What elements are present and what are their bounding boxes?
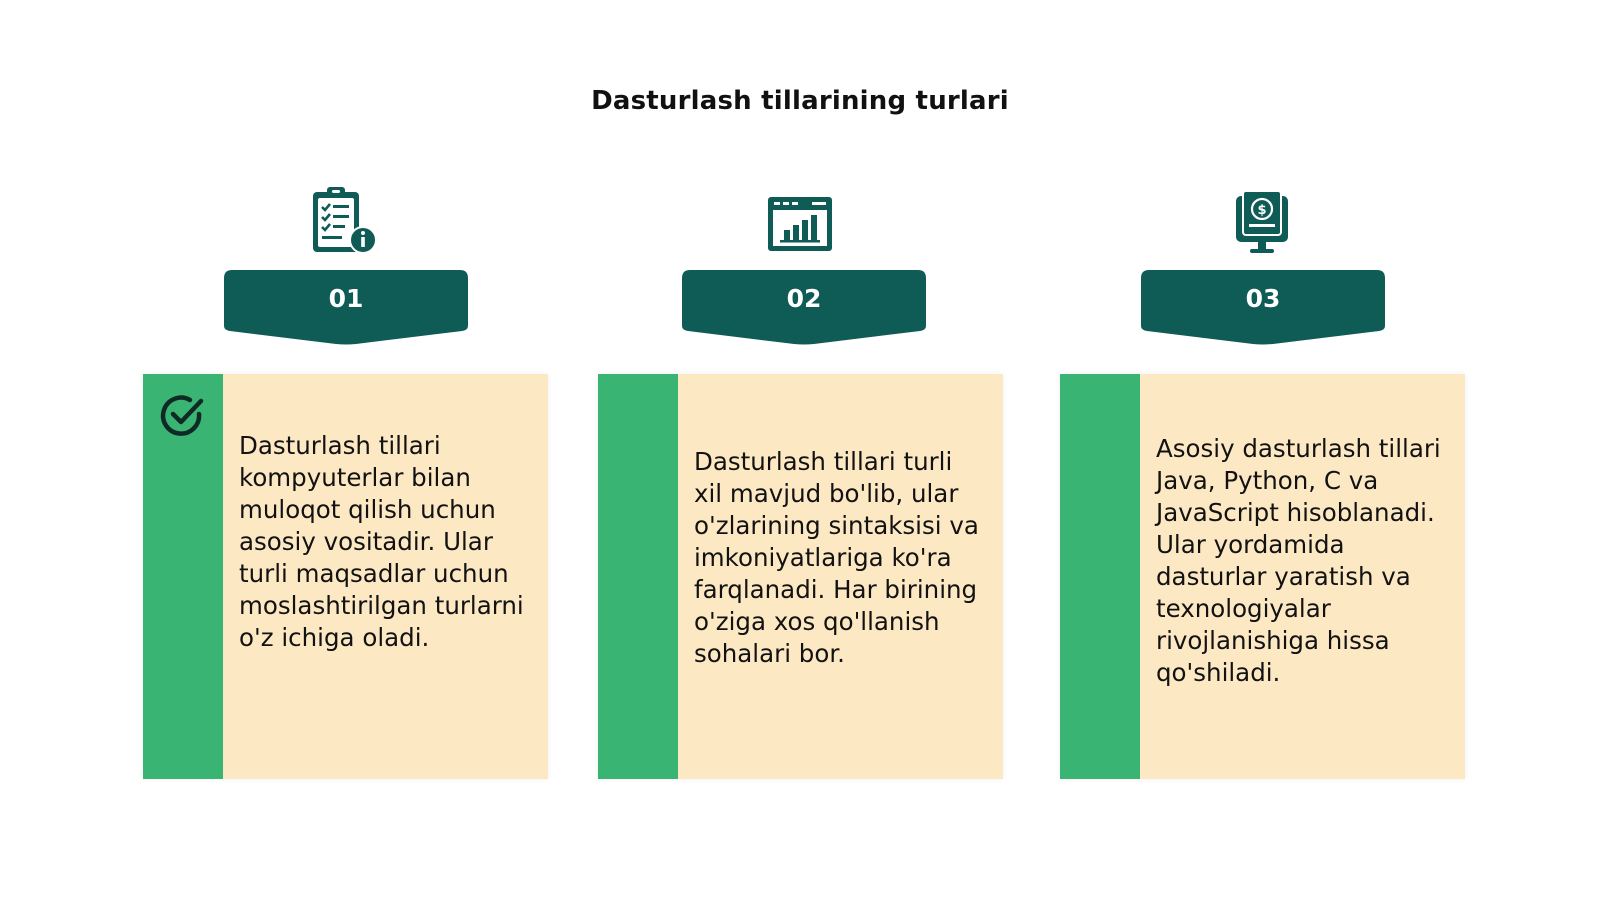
check-circle-icon xyxy=(159,392,207,440)
step-card-03 xyxy=(1060,374,1465,779)
step-badge-02 xyxy=(680,268,928,348)
card-accent-bar xyxy=(598,374,678,779)
step-number: 03 xyxy=(1245,284,1281,313)
page-title: Dasturlash tillarining turlari xyxy=(591,86,1009,116)
step-badge-01 xyxy=(222,268,470,348)
card-accent-bar xyxy=(1060,374,1140,779)
clipboard-checklist-info-icon xyxy=(305,182,385,262)
step-card-01 xyxy=(143,374,548,779)
step-description: Dasturlash tillari turli xil mavjud bo'lib, ular o'zlarining sintaksisi va imkoniyatlariga ko'ra farqlanadi. Har birining o'ziga xos qo'llanish sohalari bor. xyxy=(694,447,979,668)
monitor-dollar-icon xyxy=(1222,182,1302,262)
step-description: Asosiy dasturlash tillari Java, Python, C va JavaScript hisoblanadi. Ular yordamida dasturlar yaratish va texnologiyalar rivojlanishiga hissa qo'shiladi. xyxy=(1156,434,1441,687)
svg-text:$: $ xyxy=(1257,203,1267,218)
browser-bar-chart-icon xyxy=(760,182,840,262)
step-card-02 xyxy=(598,374,1003,779)
step-description: Dasturlash tillari kompyuterlar bilan muloqot qilish uchun asosiy vositadir. Ular turli maqsadlar uchun moslashtirilgan turlarni o'z ichiga oladi. xyxy=(239,431,524,652)
step-number: 02 xyxy=(786,284,822,313)
step-number: 01 xyxy=(328,284,364,313)
step-badge-03 xyxy=(1139,268,1387,348)
